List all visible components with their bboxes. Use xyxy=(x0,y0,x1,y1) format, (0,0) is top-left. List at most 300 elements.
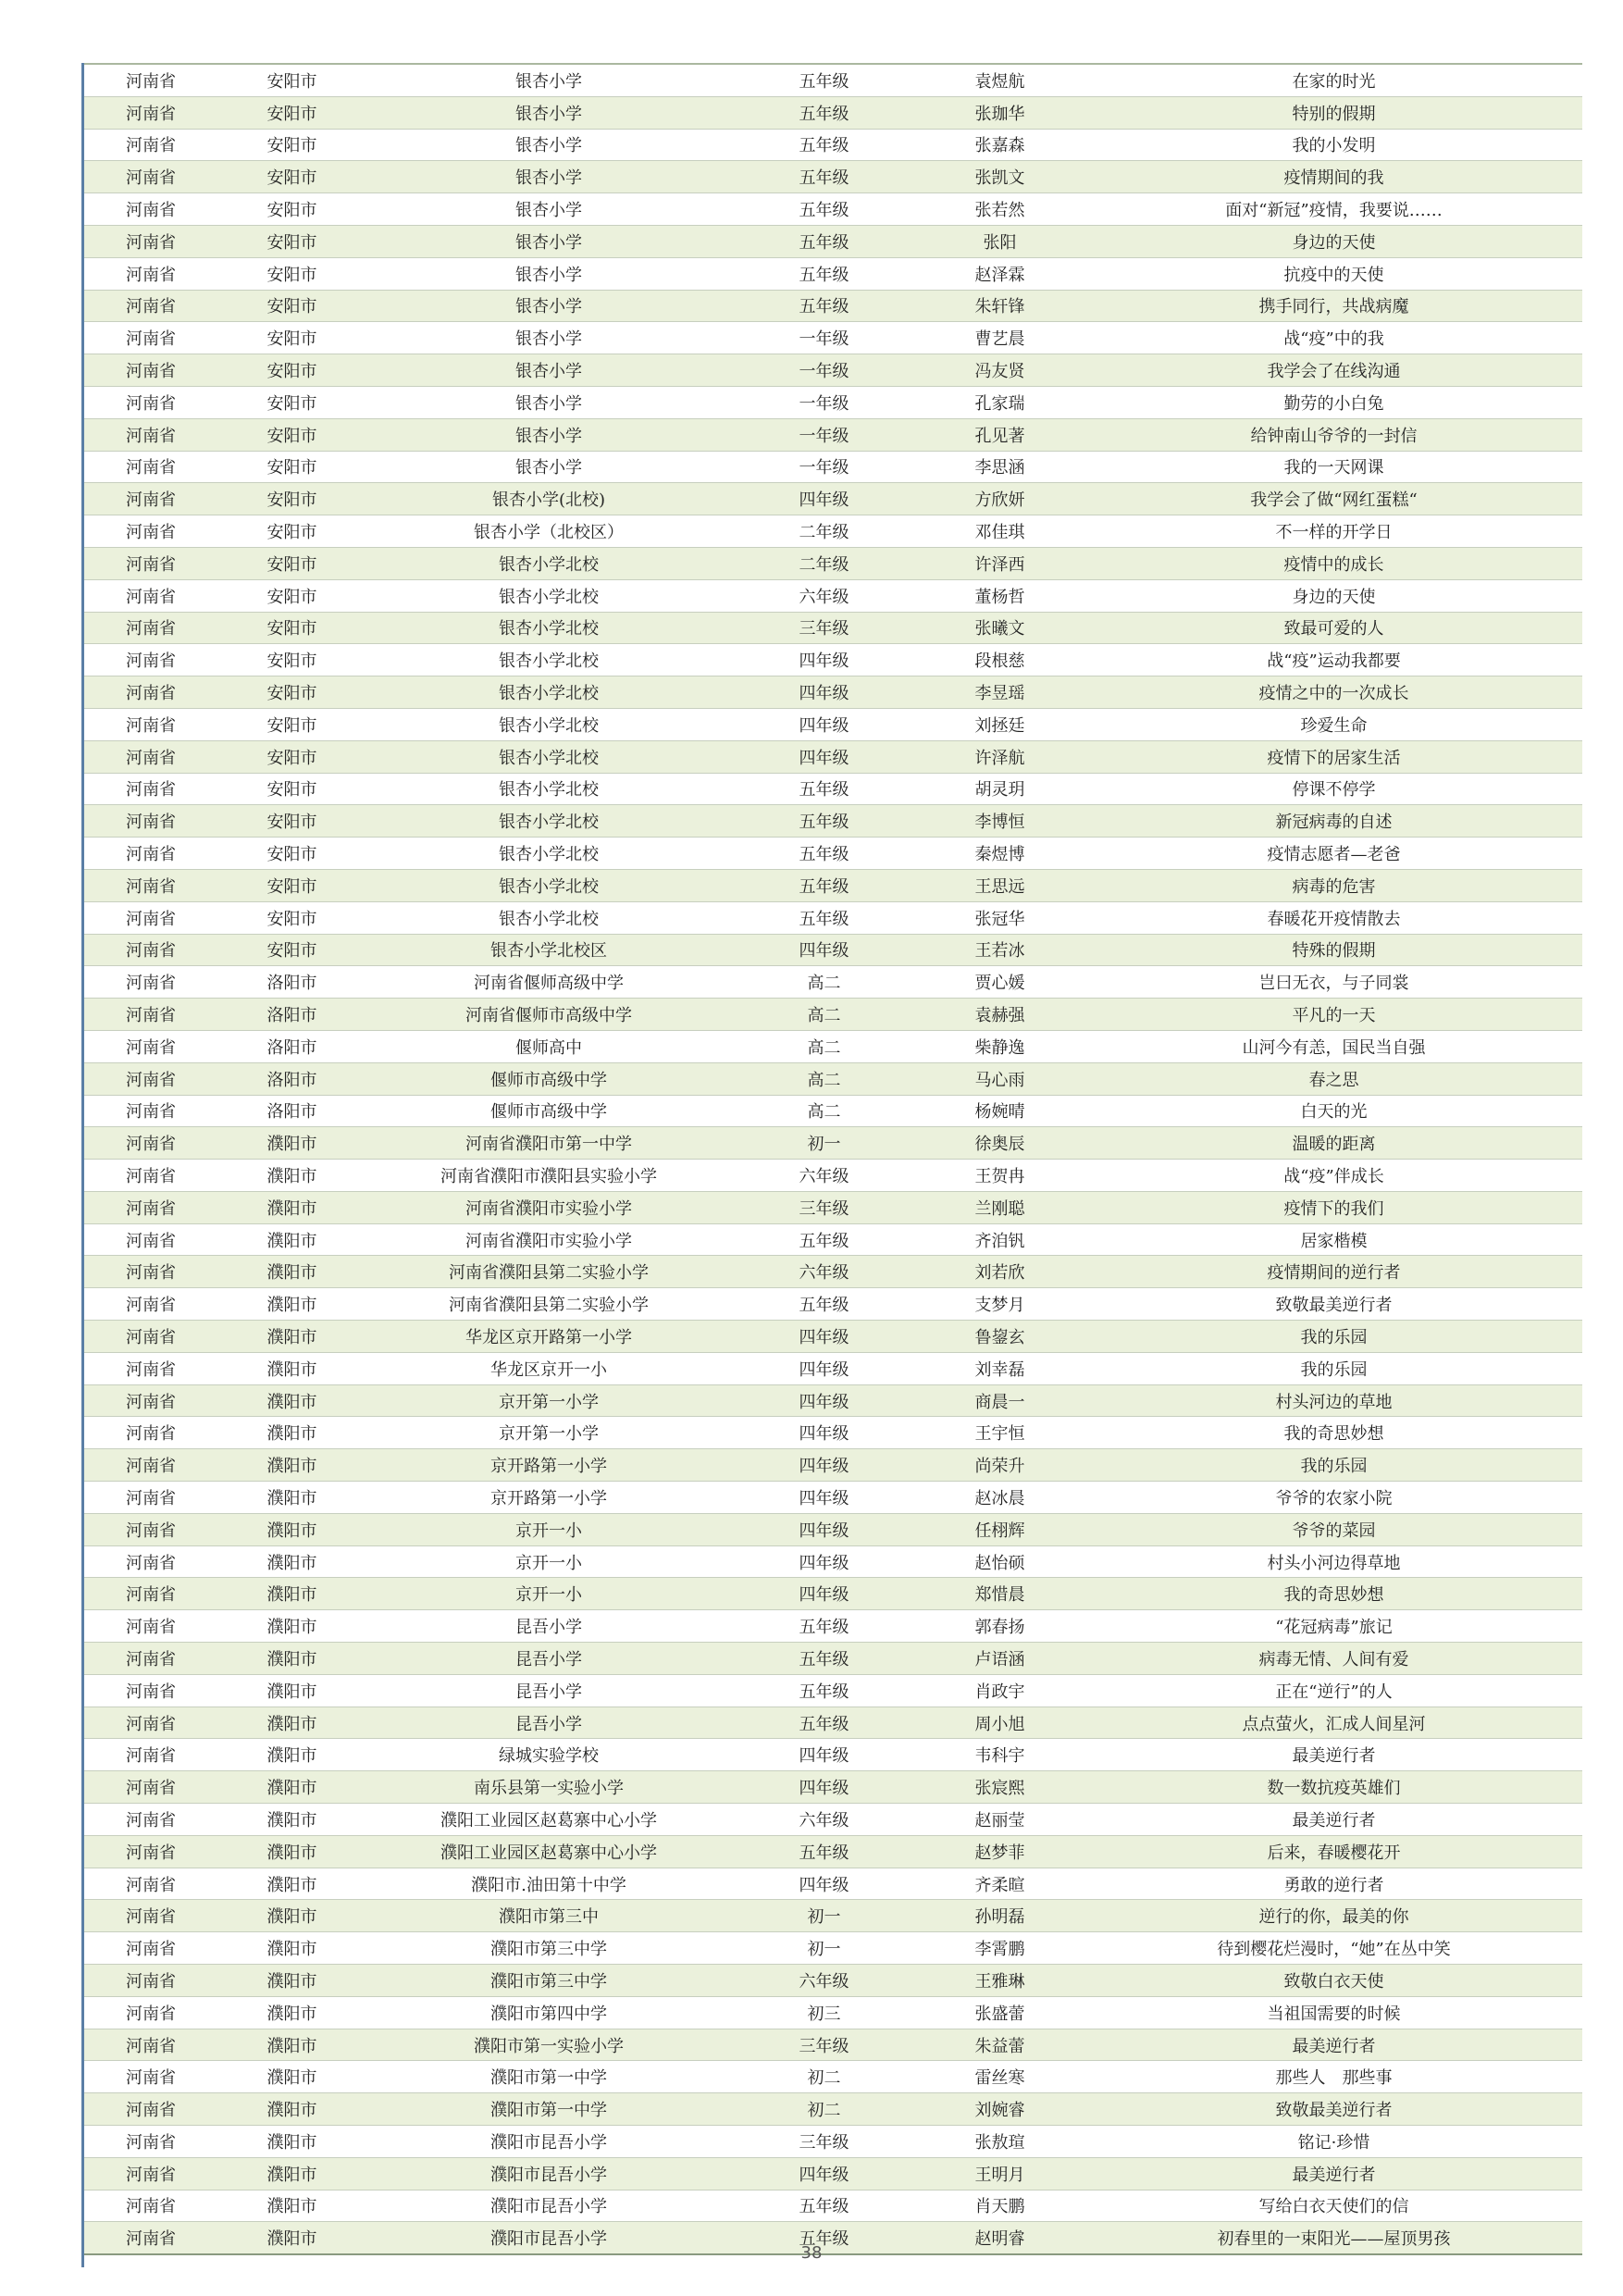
cell-grade: 四年级 xyxy=(734,1482,914,1514)
table-row xyxy=(81,1321,1582,1353)
cell-province: 河南省 xyxy=(81,999,220,1031)
cell-grade: 一年级 xyxy=(734,322,914,354)
cell-province: 河南省 xyxy=(81,1578,220,1610)
cell-student: 袁煜航 xyxy=(914,65,1085,96)
cell-grade: 高二 xyxy=(734,1095,914,1127)
cell-grade: 初一 xyxy=(734,1900,914,1932)
cell-province: 河南省 xyxy=(81,644,220,676)
cell-title: 最美逆行者 xyxy=(1085,1804,1582,1836)
cell-school: 银杏小学 xyxy=(364,418,734,451)
cell-title: 携手同行，共战病魔 xyxy=(1085,290,1582,322)
cell-title: 疫情下的居家生活 xyxy=(1085,740,1582,773)
cell-title: 当祖国需要的时候 xyxy=(1085,1996,1582,2029)
cell-province: 河南省 xyxy=(81,193,220,226)
cell-grade: 四年级 xyxy=(734,644,914,676)
cell-grade: 五年级 xyxy=(734,65,914,96)
cell-city: 安阳市 xyxy=(220,418,364,451)
cell-grade: 五年级 xyxy=(734,225,914,257)
cell-province: 河南省 xyxy=(81,934,220,966)
table-row xyxy=(81,1932,1582,1965)
table-row xyxy=(81,1578,1582,1610)
cell-province: 河南省 xyxy=(81,1771,220,1804)
cell-title: 我的奇思妙想 xyxy=(1085,1417,1582,1449)
table-row xyxy=(81,1739,1582,1771)
cell-province: 河南省 xyxy=(81,1384,220,1417)
cell-title: 疫情下的我们 xyxy=(1085,1191,1582,1223)
table-row xyxy=(81,1417,1582,1449)
cell-school: 濮阳市第三中 xyxy=(364,1900,734,1932)
cell-student: 郭春扬 xyxy=(914,1610,1085,1643)
cell-city: 安阳市 xyxy=(220,934,364,966)
cell-grade: 五年级 xyxy=(734,1706,914,1739)
cell-school: 华龙区京开一小 xyxy=(364,1352,734,1384)
cell-title: 在家的时光 xyxy=(1085,65,1582,96)
cell-school: 京开第一小学 xyxy=(364,1384,734,1417)
cell-province: 河南省 xyxy=(81,708,220,740)
cell-grade: 五年级 xyxy=(734,2190,914,2222)
table-row xyxy=(81,1095,1582,1127)
cell-title: “花冠病毒”旅记 xyxy=(1085,1610,1582,1643)
cell-city: 濮阳市 xyxy=(220,1610,364,1643)
cell-province: 河南省 xyxy=(81,1804,220,1836)
cell-grade: 二年级 xyxy=(734,547,914,579)
cell-student: 冯友贤 xyxy=(914,354,1085,387)
cell-school: 濮阳工业园区赵葛寨中心小学 xyxy=(364,1835,734,1868)
cell-title: 停课不停学 xyxy=(1085,773,1582,805)
cell-school: 河南省偃师高级中学 xyxy=(364,966,734,999)
table-row xyxy=(81,290,1582,322)
cell-student: 赵丽莹 xyxy=(914,1804,1085,1836)
cell-province: 河南省 xyxy=(81,579,220,612)
cell-city: 濮阳市 xyxy=(220,1223,364,1256)
cell-city: 安阳市 xyxy=(220,193,364,226)
cell-school: 银杏小学北校 xyxy=(364,612,734,644)
cell-province: 河南省 xyxy=(81,805,220,838)
cell-title: 最美逆行者 xyxy=(1085,2029,1582,2061)
cell-grade: 五年级 xyxy=(734,1835,914,1868)
cell-grade: 四年级 xyxy=(734,2157,914,2190)
table-row xyxy=(81,999,1582,1031)
cell-city: 濮阳市 xyxy=(220,1900,364,1932)
table-row xyxy=(81,1191,1582,1223)
cell-student: 张冠华 xyxy=(914,901,1085,934)
cell-school: 银杏小学 xyxy=(364,257,734,290)
cell-title: 春暖花开疫情散去 xyxy=(1085,901,1582,934)
cell-province: 河南省 xyxy=(81,740,220,773)
table-row xyxy=(81,1030,1582,1062)
cell-title: 点点萤火，汇成人间星河 xyxy=(1085,1706,1582,1739)
cell-grade: 五年级 xyxy=(734,869,914,901)
table-row xyxy=(81,869,1582,901)
table-row xyxy=(81,1804,1582,1836)
cell-grade: 五年级 xyxy=(734,1610,914,1643)
cell-province: 河南省 xyxy=(81,483,220,515)
cell-student: 方欣妍 xyxy=(914,483,1085,515)
cell-province: 河南省 xyxy=(81,1545,220,1578)
cell-school: 京开路第一小学 xyxy=(364,1449,734,1482)
cell-school: 濮阳市第三中学 xyxy=(364,1932,734,1965)
table-row xyxy=(81,483,1582,515)
cell-province: 河南省 xyxy=(81,2157,220,2190)
cell-grade: 二年级 xyxy=(734,515,914,548)
cell-grade: 四年级 xyxy=(734,1352,914,1384)
cell-city: 安阳市 xyxy=(220,451,364,483)
cell-student: 徐奥辰 xyxy=(914,1127,1085,1160)
cell-province: 河南省 xyxy=(81,1288,220,1321)
cell-title: 白天的光 xyxy=(1085,1095,1582,1127)
table-row xyxy=(81,2157,1582,2190)
cell-school: 银杏小学 xyxy=(364,65,734,96)
cell-city: 濮阳市 xyxy=(220,1545,364,1578)
cell-city: 濮阳市 xyxy=(220,1739,364,1771)
cell-student: 胡灵玥 xyxy=(914,773,1085,805)
table-row xyxy=(81,966,1582,999)
table-row xyxy=(81,386,1582,418)
cell-student: 任栩辉 xyxy=(914,1513,1085,1545)
cell-province: 河南省 xyxy=(81,2222,220,2254)
cell-grade: 四年级 xyxy=(734,1739,914,1771)
cell-school: 濮阳市昆吾小学 xyxy=(364,2126,734,2158)
cell-city: 安阳市 xyxy=(220,838,364,870)
cell-title: 正在“逆行”的人 xyxy=(1085,1674,1582,1706)
cell-title: 疫情期间的逆行者 xyxy=(1085,1256,1582,1288)
cell-student: 杨婉晴 xyxy=(914,1095,1085,1127)
cell-school: 银杏小学 xyxy=(364,451,734,483)
cell-student: 尚荣升 xyxy=(914,1449,1085,1482)
cell-student: 李昱瑶 xyxy=(914,676,1085,709)
cell-school: 银杏小学 xyxy=(364,129,734,161)
cell-title: 村头河边的草地 xyxy=(1085,1384,1582,1417)
cell-school: 南乐县第一实验小学 xyxy=(364,1771,734,1804)
cell-student: 雷丝寒 xyxy=(914,2061,1085,2093)
cell-province: 河南省 xyxy=(81,1062,220,1095)
cell-city: 安阳市 xyxy=(220,225,364,257)
cell-city: 安阳市 xyxy=(220,515,364,548)
cell-school: 濮阳市昆吾小学 xyxy=(364,2190,734,2222)
cell-city: 安阳市 xyxy=(220,708,364,740)
cell-province: 河南省 xyxy=(81,1932,220,1965)
cell-province: 河南省 xyxy=(81,1835,220,1868)
cell-title: 平凡的一天 xyxy=(1085,999,1582,1031)
cell-city: 濮阳市 xyxy=(220,1643,364,1675)
cell-student: 鲁鋆玄 xyxy=(914,1321,1085,1353)
table-row xyxy=(81,1256,1582,1288)
cell-city: 濮阳市 xyxy=(220,1578,364,1610)
cell-grade: 四年级 xyxy=(734,1578,914,1610)
table-row xyxy=(81,1996,1582,2029)
cell-city: 濮阳市 xyxy=(220,2222,364,2254)
cell-city: 洛阳市 xyxy=(220,1030,364,1062)
cell-school: 昆吾小学 xyxy=(364,1674,734,1706)
cell-city: 濮阳市 xyxy=(220,2029,364,2061)
table-row xyxy=(81,2190,1582,2222)
cell-grade: 高二 xyxy=(734,966,914,999)
cell-grade: 三年级 xyxy=(734,2029,914,2061)
cell-student: 朱轩锋 xyxy=(914,290,1085,322)
cell-province: 河南省 xyxy=(81,2061,220,2093)
table-row xyxy=(81,1706,1582,1739)
table-row xyxy=(81,1835,1582,1868)
cell-title: 爷爷的菜园 xyxy=(1085,1513,1582,1545)
cell-school: 偃师市高级中学 xyxy=(364,1062,734,1095)
cell-city: 安阳市 xyxy=(220,483,364,515)
cell-school: 偃师市高级中学 xyxy=(364,1095,734,1127)
cell-title: 写给白衣天使们的信 xyxy=(1085,2190,1582,2222)
table-row xyxy=(81,1900,1582,1932)
cell-city: 安阳市 xyxy=(220,612,364,644)
cell-student: 刘若欣 xyxy=(914,1256,1085,1288)
cell-school: 银杏小学北校 xyxy=(364,740,734,773)
cell-student: 张凯文 xyxy=(914,161,1085,193)
cell-school: 河南省偃师市高级中学 xyxy=(364,999,734,1031)
table-row xyxy=(81,1482,1582,1514)
cell-title: 最美逆行者 xyxy=(1085,2157,1582,2190)
cell-school: 河南省濮阳县第二实验小学 xyxy=(364,1256,734,1288)
cell-student: 韦科宇 xyxy=(914,1739,1085,1771)
cell-student: 肖天鹏 xyxy=(914,2190,1085,2222)
cell-school: 濮阳市昆吾小学 xyxy=(364,2157,734,2190)
cell-title: 疫情期间的我 xyxy=(1085,161,1582,193)
roster-table xyxy=(81,65,1582,2255)
cell-title: 特殊的假期 xyxy=(1085,934,1582,966)
cell-school: 河南省濮阳市实验小学 xyxy=(364,1191,734,1223)
cell-school: 银杏小学北校 xyxy=(364,805,734,838)
cell-school: 昆吾小学 xyxy=(364,1706,734,1739)
cell-city: 安阳市 xyxy=(220,161,364,193)
cell-city: 濮阳市 xyxy=(220,1127,364,1160)
cell-title: 后来，春暖樱花开 xyxy=(1085,1835,1582,1868)
cell-student: 刘幸磊 xyxy=(914,1352,1085,1384)
cell-student: 赵冰晨 xyxy=(914,1482,1085,1514)
cell-student: 王明月 xyxy=(914,2157,1085,2190)
cell-grade: 五年级 xyxy=(734,96,914,129)
cell-school: 濮阳工业园区赵葛寨中心小学 xyxy=(364,1804,734,1836)
cell-city: 濮阳市 xyxy=(220,1835,364,1868)
cell-province: 河南省 xyxy=(81,515,220,548)
cell-school: 银杏小学 xyxy=(364,322,734,354)
table-row xyxy=(81,773,1582,805)
table-row xyxy=(81,612,1582,644)
table-row xyxy=(81,934,1582,966)
cell-city: 濮阳市 xyxy=(220,1965,364,1997)
cell-grade: 四年级 xyxy=(734,676,914,709)
cell-school: 银杏小学北校 xyxy=(364,901,734,934)
cell-city: 安阳市 xyxy=(220,579,364,612)
cell-school: 濮阳市第一中学 xyxy=(364,2061,734,2093)
cell-school: 京开一小 xyxy=(364,1513,734,1545)
cell-grade: 高二 xyxy=(734,1062,914,1095)
cell-province: 河南省 xyxy=(81,1321,220,1353)
cell-school: 银杏小学北校 xyxy=(364,773,734,805)
cell-city: 濮阳市 xyxy=(220,2126,364,2158)
cell-student: 赵梦菲 xyxy=(914,1835,1085,1868)
cell-student: 秦煜博 xyxy=(914,838,1085,870)
cell-province: 河南省 xyxy=(81,1900,220,1932)
cell-grade: 一年级 xyxy=(734,418,914,451)
cell-province: 河南省 xyxy=(81,1160,220,1192)
cell-city: 安阳市 xyxy=(220,676,364,709)
cell-grade: 四年级 xyxy=(734,1868,914,1900)
cell-grade: 五年级 xyxy=(734,1643,914,1675)
cell-province: 河南省 xyxy=(81,1643,220,1675)
cell-province: 河南省 xyxy=(81,451,220,483)
cell-student: 张嘉森 xyxy=(914,129,1085,161)
cell-school: 京开一小 xyxy=(364,1545,734,1578)
cell-title: 不一样的开学日 xyxy=(1085,515,1582,548)
cell-grade: 初二 xyxy=(734,2061,914,2093)
table-row xyxy=(81,1127,1582,1160)
cell-province: 河南省 xyxy=(81,901,220,934)
cell-city: 濮阳市 xyxy=(220,1352,364,1384)
cell-title: 勇敢的逆行者 xyxy=(1085,1868,1582,1900)
cell-city: 濮阳市 xyxy=(220,1384,364,1417)
cell-city: 濮阳市 xyxy=(220,1996,364,2029)
cell-student: 李思涵 xyxy=(914,451,1085,483)
cell-school: 银杏小学 xyxy=(364,354,734,387)
cell-student: 商晨一 xyxy=(914,1384,1085,1417)
cell-school: 河南省濮阳市实验小学 xyxy=(364,1223,734,1256)
cell-title: 我的小发明 xyxy=(1085,129,1582,161)
cell-city: 濮阳市 xyxy=(220,1256,364,1288)
cell-city: 安阳市 xyxy=(220,354,364,387)
cell-title: 我学会了在线沟通 xyxy=(1085,354,1582,387)
cell-grade: 初二 xyxy=(734,2093,914,2126)
cell-province: 河南省 xyxy=(81,1996,220,2029)
cell-province: 河南省 xyxy=(81,96,220,129)
cell-student: 朱益蕾 xyxy=(914,2029,1085,2061)
cell-school: 银杏小学 xyxy=(364,96,734,129)
cell-province: 河南省 xyxy=(81,1417,220,1449)
cell-grade: 五年级 xyxy=(734,1223,914,1256)
cell-grade: 四年级 xyxy=(734,1771,914,1804)
cell-province: 河南省 xyxy=(81,161,220,193)
cell-city: 安阳市 xyxy=(220,129,364,161)
cell-city: 濮阳市 xyxy=(220,1482,364,1514)
cell-city: 濮阳市 xyxy=(220,1674,364,1706)
cell-city: 安阳市 xyxy=(220,96,364,129)
table-row xyxy=(81,1062,1582,1095)
cell-student: 周小旭 xyxy=(914,1706,1085,1739)
table-row xyxy=(81,2126,1582,2158)
cell-grade: 一年级 xyxy=(734,354,914,387)
cell-grade: 五年级 xyxy=(734,129,914,161)
cell-province: 河南省 xyxy=(81,1706,220,1739)
cell-student: 李博恒 xyxy=(914,805,1085,838)
cell-student: 卢语涵 xyxy=(914,1643,1085,1675)
cell-school: 濮阳市昆吾小学 xyxy=(364,2222,734,2254)
cell-grade: 五年级 xyxy=(734,290,914,322)
cell-province: 河南省 xyxy=(81,225,220,257)
cell-grade: 高二 xyxy=(734,999,914,1031)
cell-city: 安阳市 xyxy=(220,547,364,579)
cell-student: 张若然 xyxy=(914,193,1085,226)
cell-grade: 六年级 xyxy=(734,1256,914,1288)
cell-title: 勤劳的小白兔 xyxy=(1085,386,1582,418)
cell-student: 齐洎钒 xyxy=(914,1223,1085,1256)
cell-grade: 四年级 xyxy=(734,934,914,966)
cell-province: 河南省 xyxy=(81,386,220,418)
cell-province: 河南省 xyxy=(81,2093,220,2126)
cell-grade: 四年级 xyxy=(734,483,914,515)
cell-student: 王思远 xyxy=(914,869,1085,901)
cell-student: 张阳 xyxy=(914,225,1085,257)
cell-grade: 三年级 xyxy=(734,2126,914,2158)
table-row xyxy=(81,1513,1582,1545)
cell-student: 柴静逸 xyxy=(914,1030,1085,1062)
cell-school: 银杏小学北校 xyxy=(364,644,734,676)
cell-grade: 四年级 xyxy=(734,1513,914,1545)
cell-province: 河南省 xyxy=(81,2190,220,2222)
table-row xyxy=(81,838,1582,870)
cell-student: 支梦月 xyxy=(914,1288,1085,1321)
table-row xyxy=(81,1160,1582,1192)
cell-student: 王宇恒 xyxy=(914,1417,1085,1449)
cell-student: 贾心媛 xyxy=(914,966,1085,999)
cell-city: 濮阳市 xyxy=(220,1932,364,1965)
cell-student: 段根慈 xyxy=(914,644,1085,676)
cell-province: 河南省 xyxy=(81,1352,220,1384)
cell-title: 爷爷的农家小院 xyxy=(1085,1482,1582,1514)
cell-school: 昆吾小学 xyxy=(364,1610,734,1643)
cell-title: 珍爱生命 xyxy=(1085,708,1582,740)
cell-province: 河南省 xyxy=(81,612,220,644)
cell-grade: 初一 xyxy=(734,1932,914,1965)
cell-city: 濮阳市 xyxy=(220,1513,364,1545)
cell-province: 河南省 xyxy=(81,1223,220,1256)
cell-grade: 四年级 xyxy=(734,1417,914,1449)
cell-title: 特别的假期 xyxy=(1085,96,1582,129)
cell-grade: 四年级 xyxy=(734,708,914,740)
cell-title: 春之思 xyxy=(1085,1062,1582,1095)
cell-title: 疫情之中的一次成长 xyxy=(1085,676,1582,709)
cell-title: 村头小河边得草地 xyxy=(1085,1545,1582,1578)
cell-city: 濮阳市 xyxy=(220,2093,364,2126)
table-row xyxy=(81,1288,1582,1321)
cell-city: 安阳市 xyxy=(220,740,364,773)
cell-school: 偃师高中 xyxy=(364,1030,734,1062)
roster-body xyxy=(81,65,1582,2254)
cell-student: 刘婉睿 xyxy=(914,2093,1085,2126)
cell-title: 战“疫”中的我 xyxy=(1085,322,1582,354)
cell-province: 河南省 xyxy=(81,1256,220,1288)
cell-title: 待到樱花烂漫时，“她”在丛中笑 xyxy=(1085,1932,1582,1965)
cell-city: 安阳市 xyxy=(220,322,364,354)
cell-title: 温暖的距离 xyxy=(1085,1127,1582,1160)
cell-student: 张珈华 xyxy=(914,96,1085,129)
cell-student: 齐柔暄 xyxy=(914,1868,1085,1900)
cell-grade: 五年级 xyxy=(734,901,914,934)
table-row xyxy=(81,708,1582,740)
cell-city: 洛阳市 xyxy=(220,1062,364,1095)
table-row xyxy=(81,257,1582,290)
cell-city: 安阳市 xyxy=(220,290,364,322)
cell-city: 濮阳市 xyxy=(220,1191,364,1223)
cell-title: 疫情志愿者—老爸 xyxy=(1085,838,1582,870)
cell-student: 许泽西 xyxy=(914,547,1085,579)
table-row xyxy=(81,1965,1582,1997)
cell-grade: 初三 xyxy=(734,1996,914,2029)
table-row xyxy=(81,193,1582,226)
cell-province: 河南省 xyxy=(81,1127,220,1160)
cell-school: 银杏小学北校 xyxy=(364,708,734,740)
cell-grade: 五年级 xyxy=(734,838,914,870)
cell-school: 河南省濮阳市第一中学 xyxy=(364,1127,734,1160)
cell-city: 濮阳市 xyxy=(220,1868,364,1900)
cell-title: 我的奇思妙想 xyxy=(1085,1578,1582,1610)
cell-student: 王若冰 xyxy=(914,934,1085,966)
cell-school: 银杏小学北校 xyxy=(364,869,734,901)
cell-grade: 六年级 xyxy=(734,1804,914,1836)
